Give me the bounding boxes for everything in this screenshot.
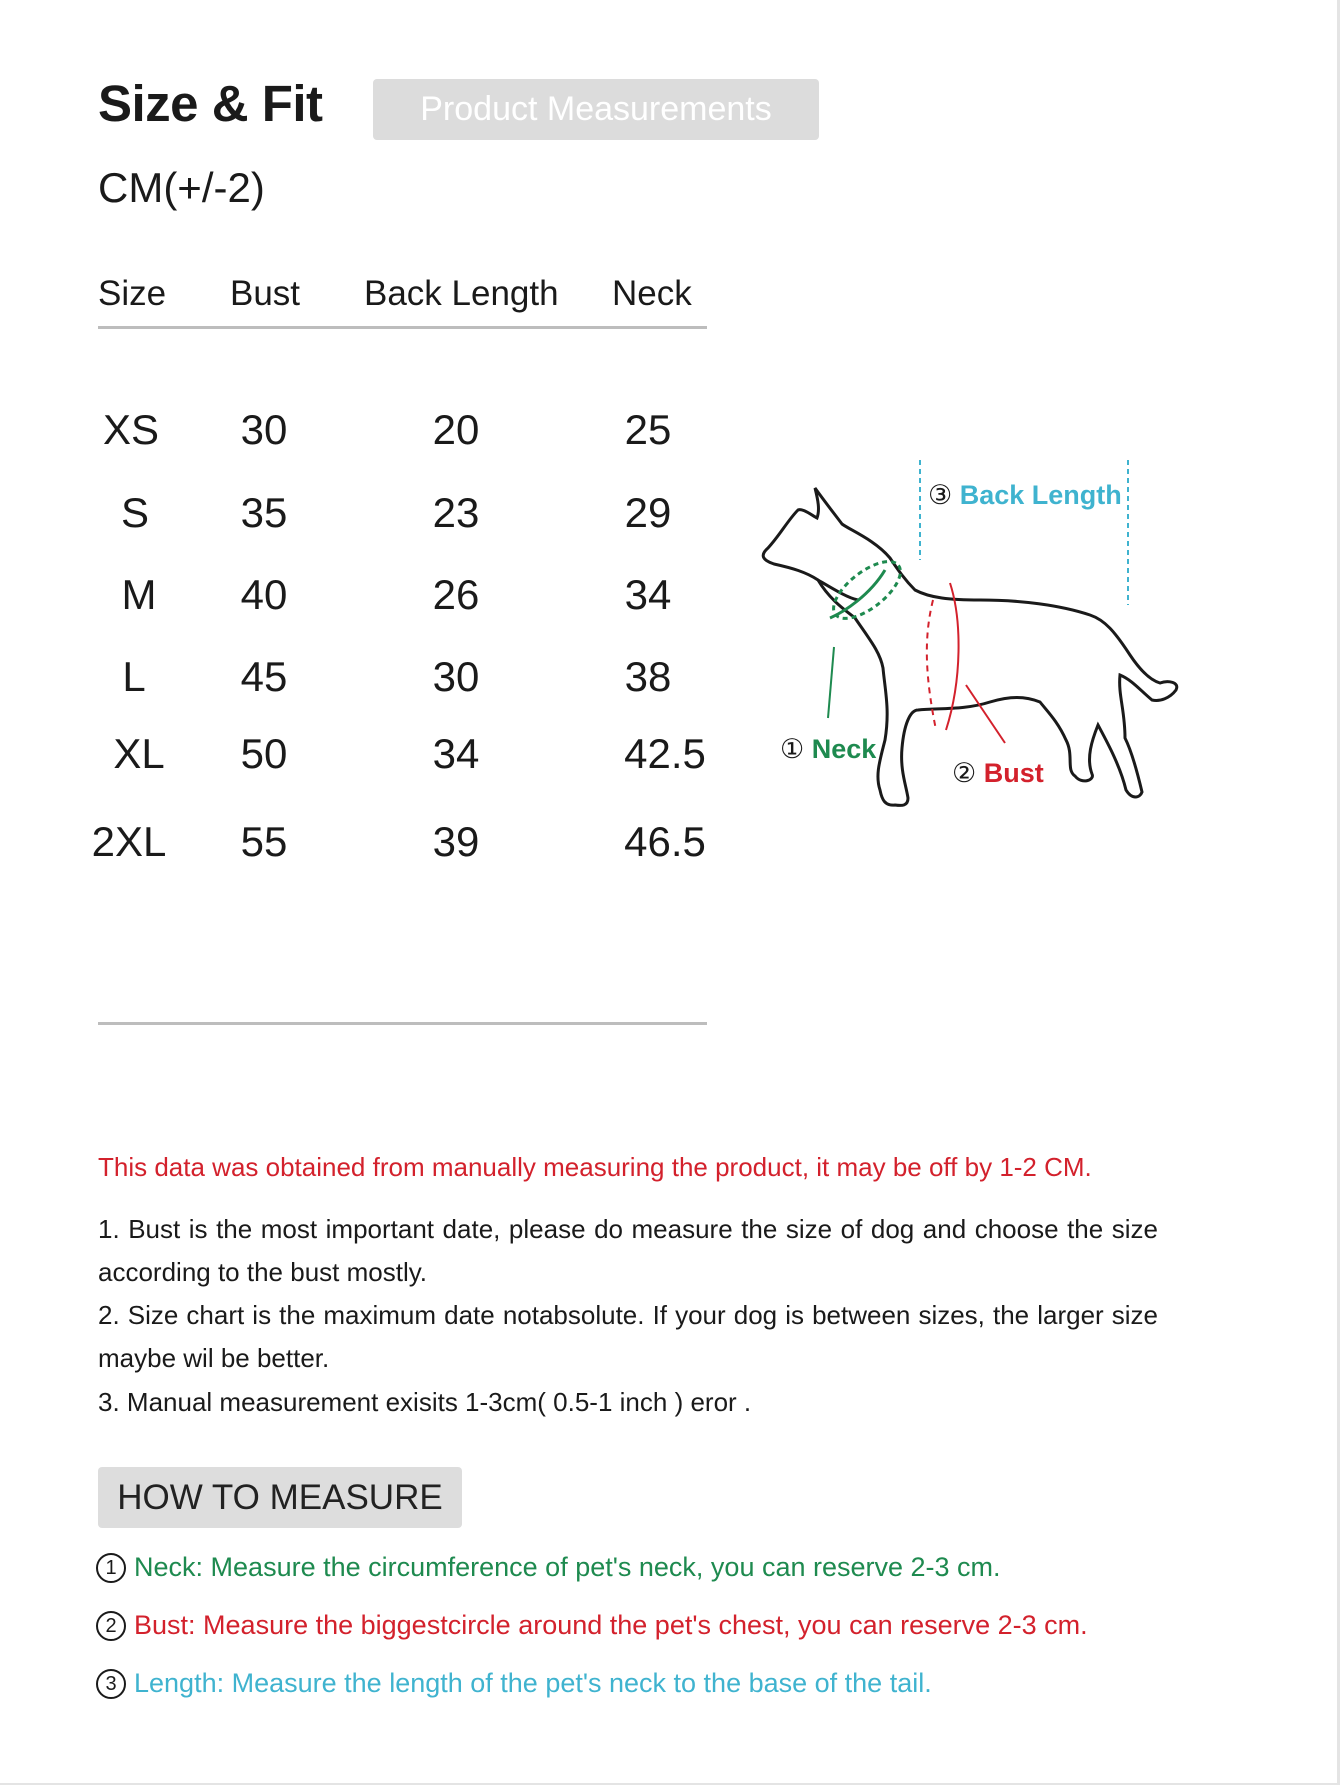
measurement-warning: This data was obtained from manually measuring the product, it may be off by 1-2 CM.	[98, 1152, 1092, 1182]
size-cell: XL	[113, 730, 165, 777]
column-header-size: Size	[98, 274, 167, 313]
bust-cell: 45	[240, 653, 288, 700]
back-length-cell: 20	[432, 406, 480, 453]
step-label: Length:	[134, 1668, 225, 1698]
neck-cell: 42.5	[624, 730, 706, 777]
neck-cell: 46.5	[624, 818, 706, 865]
neck-cell: 25	[624, 406, 672, 453]
table-header-divider	[98, 326, 707, 329]
size-cell: XS	[102, 406, 160, 453]
step-label: Bust:	[134, 1610, 196, 1640]
how-to-step-neck	[96, 1552, 1001, 1583]
product-measurements-badge: Product Measurements	[373, 79, 819, 140]
size-cell: 2XL	[91, 818, 167, 865]
back-length-cell: 26	[432, 571, 480, 618]
how-to-measure-heading: HOW TO MEASURE	[98, 1467, 462, 1528]
step-text: Measure the circumference of pet's neck, you can reserve 2-3 cm.	[210, 1552, 1001, 1582]
number-3-icon: ③	[928, 480, 953, 510]
number-2-icon: 2	[96, 1611, 126, 1641]
bust-cell: 30	[240, 406, 288, 453]
size-cell: L	[122, 653, 146, 700]
bust-cell: 55	[240, 818, 288, 865]
bust-cell: 50	[240, 730, 288, 777]
size-cell: S	[120, 489, 149, 536]
bust-label: ② Bust	[952, 758, 1044, 788]
step-label: Neck:	[134, 1552, 204, 1582]
neck-cell: 34	[624, 571, 672, 618]
back-length-cell: 34	[432, 730, 480, 777]
neck-cell: 38	[624, 653, 672, 700]
number-3-icon: 3	[96, 1669, 126, 1699]
note-item-3: 3. Manual measurement exisits 1-3cm( 0.5-1 inch ) eror .	[98, 1387, 752, 1417]
note-item-2: 2. Size chart is the maximum date notabsolute. If your dog is between sizes, the larger size maybe wil be better.	[98, 1300, 1158, 1373]
bust-pointer-line	[966, 685, 1005, 743]
number-1-icon: 1	[96, 1553, 126, 1583]
units-label: CM(+/-2)	[98, 164, 265, 211]
column-header-back-length: Back Length	[364, 274, 559, 313]
neck-pointer-line	[828, 647, 834, 718]
back-length-cell: 39	[432, 818, 480, 865]
column-header-bust: Bust	[230, 274, 301, 313]
number-1-icon: ①	[780, 734, 805, 764]
bust-cell: 40	[240, 571, 288, 618]
bust-cell: 35	[240, 489, 288, 536]
size-cell: M	[121, 571, 157, 618]
how-to-step-length	[96, 1668, 932, 1699]
note-item-1: 1. Bust is the most important date, please do measure the size of dog and choose the size according to the bust mostly.	[98, 1214, 1158, 1287]
step-text: Measure the biggestcircle around the pet's chest, you can reserve 2-3 cm.	[203, 1610, 1088, 1640]
back-length-cell: 23	[432, 489, 480, 536]
table-bottom-divider	[98, 1022, 707, 1025]
neck-measure-arc	[830, 570, 885, 618]
step-text: Measure the length of the pet's neck to the base of the tail.	[231, 1668, 932, 1698]
neck-cell: 29	[624, 489, 672, 536]
back-length-cell: 30	[432, 653, 480, 700]
back-length-label: ③ Back Length	[928, 480, 1122, 510]
neck-label: ① Neck	[780, 734, 877, 764]
column-header-neck: Neck	[612, 274, 692, 313]
number-2-icon: ②	[952, 758, 977, 788]
page-title: Size & Fit	[98, 75, 323, 132]
how-to-step-bust	[96, 1610, 1088, 1641]
dog-measurement-diagram	[740, 440, 1210, 840]
